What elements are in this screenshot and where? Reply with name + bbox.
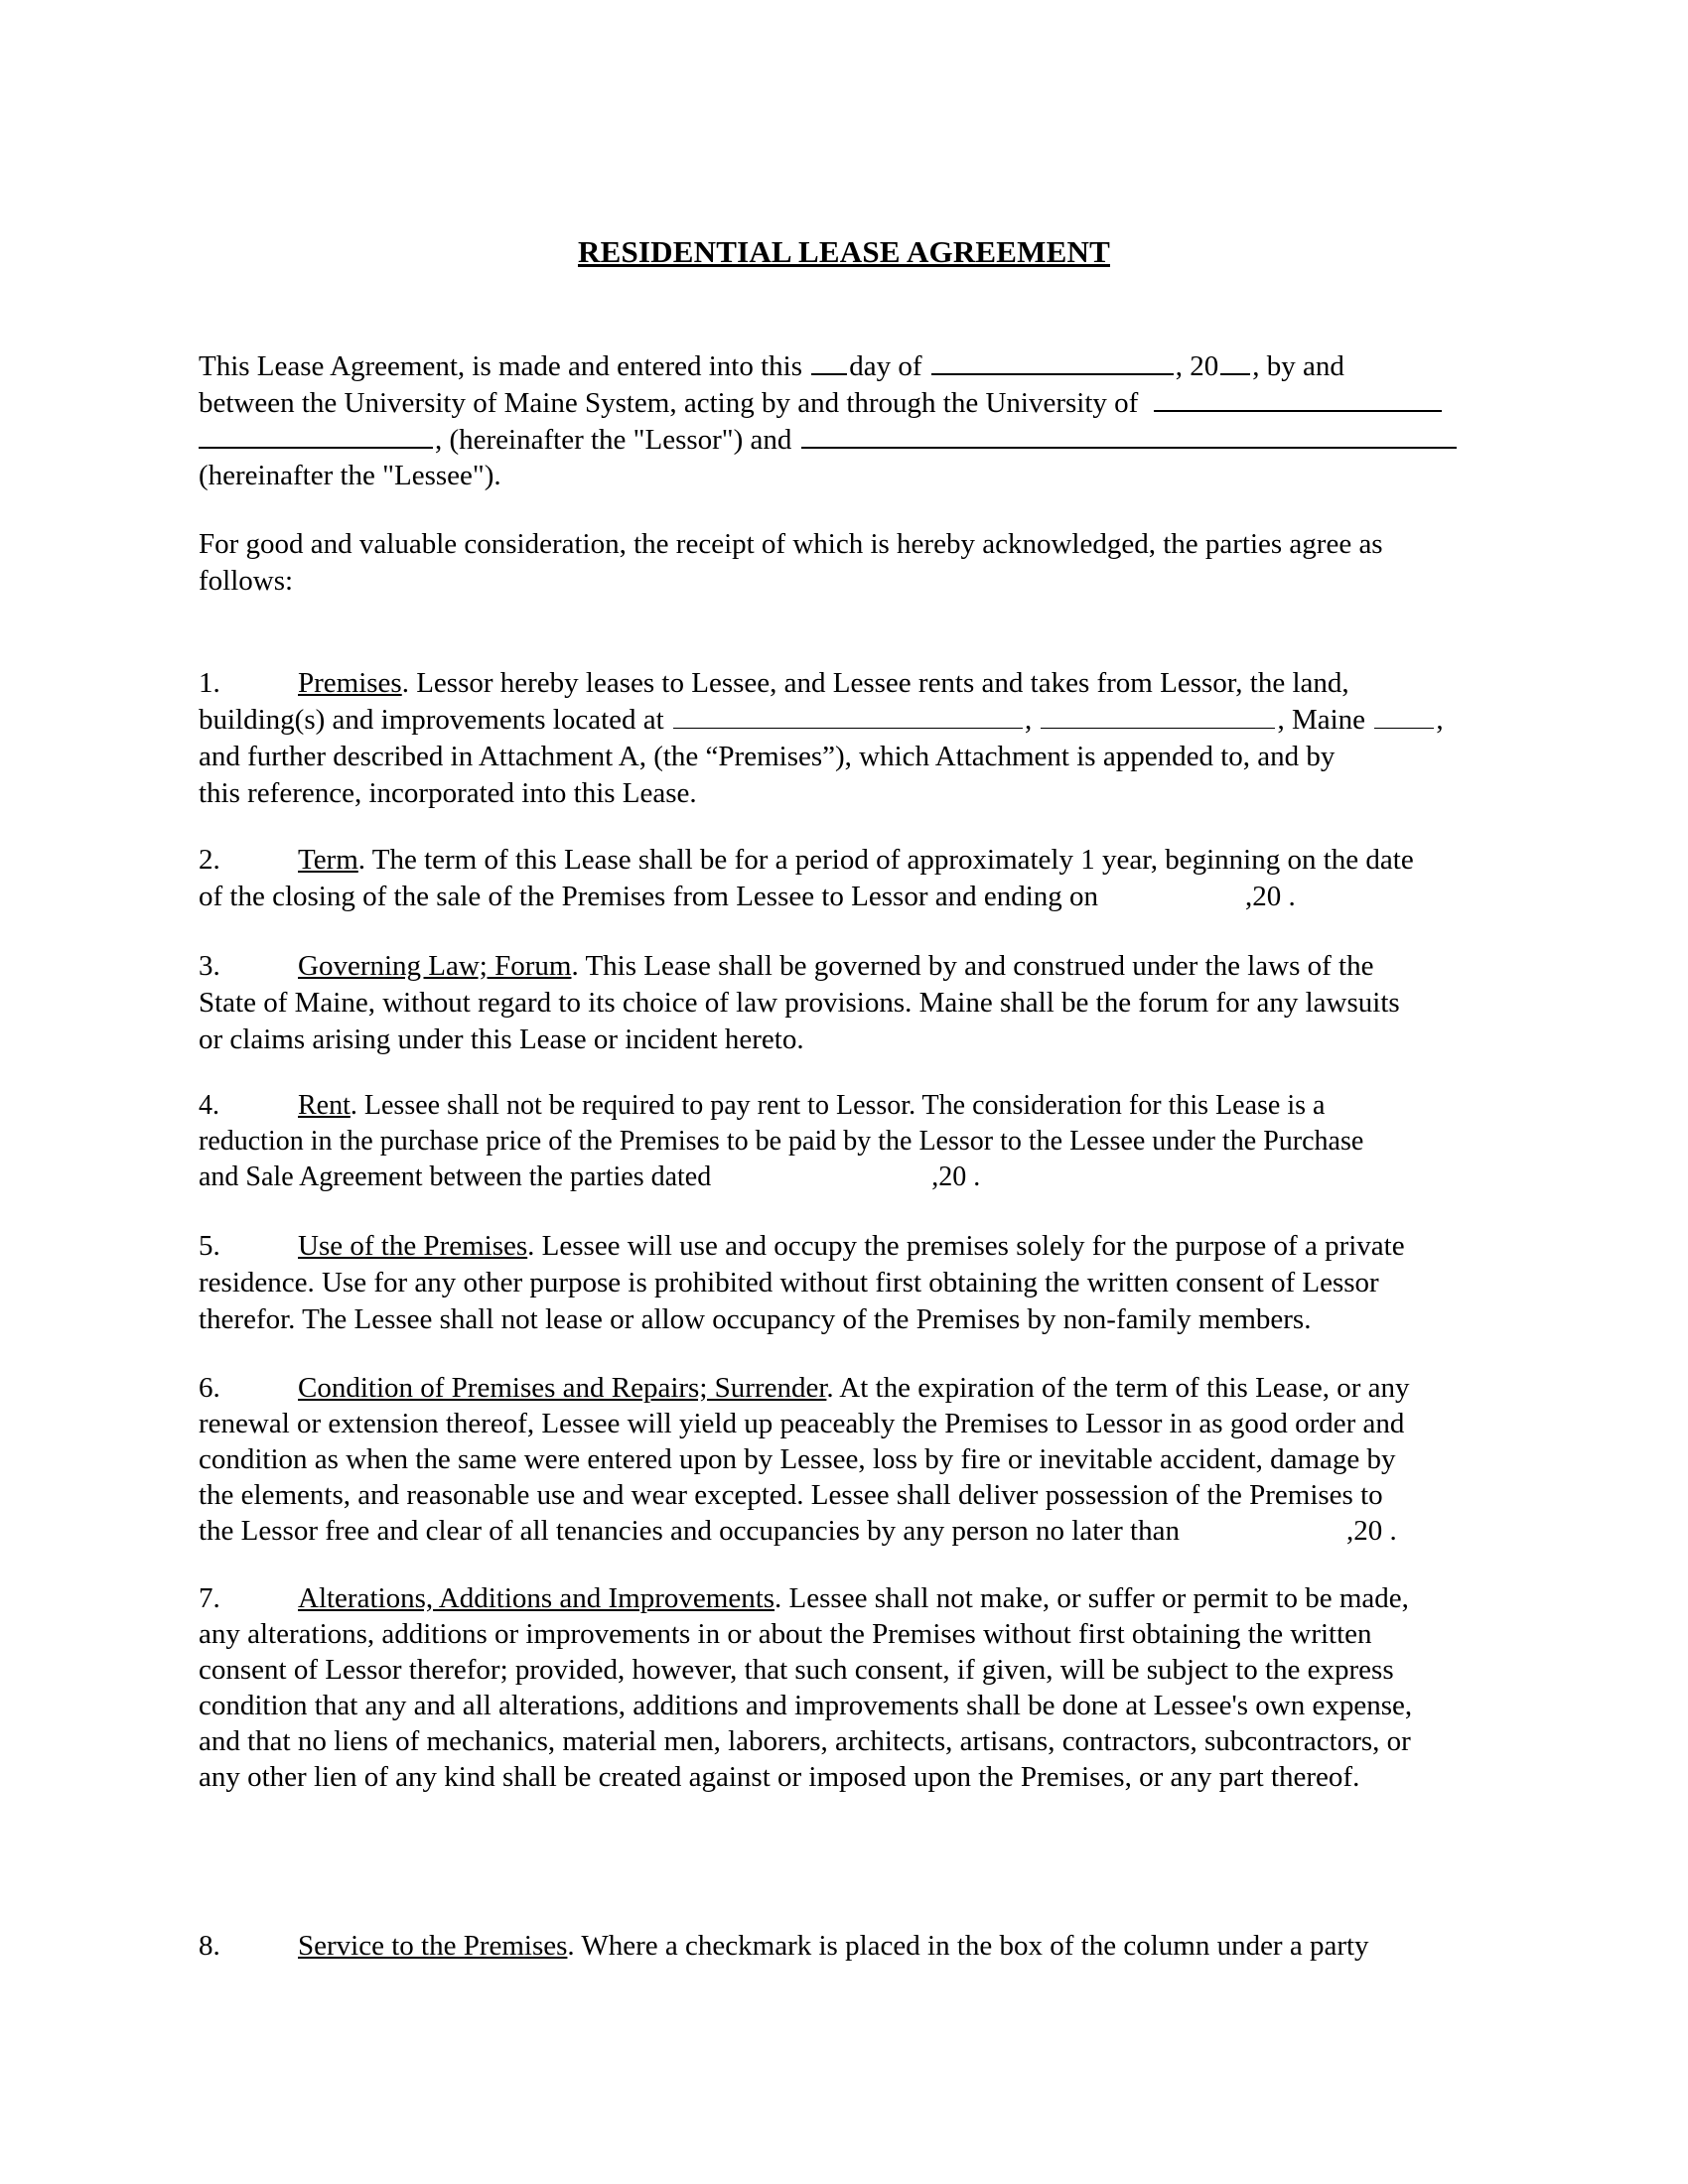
section-text: . Lessee will use and occupy the premises solely for the purpose of a private <box>527 1230 1405 1262</box>
intro-text: between the University of Maine System, acting by and through the University of <box>199 387 1139 419</box>
section-number: 5. <box>199 1230 220 1262</box>
section-heading: Condition of Premises and Repairs; Surrender <box>298 1372 827 1404</box>
section-5-line-2: residence. Use for any other purpose is prohibited without first obtaining the written consent of Lessor <box>199 1267 1379 1298</box>
section-text: . Lessee shall not be required to pay rent to Lessor. The consideration for this Lease is a <box>350 1090 1326 1121</box>
section-number: 8. <box>199 1930 220 1962</box>
lessee-blank[interactable] <box>801 421 1457 449</box>
section-text: ,20 . <box>1345 1515 1397 1547</box>
section-text: . This Lease shall be governed by and construed under the laws of the <box>571 950 1374 982</box>
consideration-line-1: For good and valuable consideration, the receipt of which is hereby acknowledged, the parties agree as <box>199 528 1383 560</box>
section-1-line-1 <box>199 665 1349 701</box>
section-heading: Governing Law; Forum <box>298 950 572 982</box>
section-4-line-1 <box>199 1088 1325 1124</box>
section-6-line-2: renewal or extension thereof, Lessee will yield up peaceably the Premises to Lessor in as good order and <box>199 1408 1405 1439</box>
section-6-line-3: condition as when the same were entered upon by Lessee, loss by fire or inevitable accident, damage by <box>199 1443 1396 1475</box>
intro-line-2 <box>199 384 1444 421</box>
section-heading: Use of the Premises <box>298 1230 528 1262</box>
section-4-line-3 <box>199 1160 980 1195</box>
section-text: the Lessor free and clear of all tenancies and occupancies by any person no later than <box>199 1515 1180 1547</box>
section-number: 7. <box>199 1582 220 1614</box>
section-5-line-3: therefor. The Lessee shall not lease or allow occupancy of the Premises by non-family members. <box>199 1303 1312 1335</box>
section-heading: Service to the Premises <box>298 1930 568 1962</box>
day-blank[interactable] <box>811 347 847 375</box>
section-text: . Lessee shall not make, or suffer or permit to be made, <box>774 1582 1409 1614</box>
section-heading: Premises <box>298 667 402 699</box>
section-text: , <box>1024 704 1033 736</box>
intro-text: day of <box>849 350 922 382</box>
section-7-line-3: consent of Lessor therefor; provided, however, that such consent, if given, will be subject to the express <box>199 1654 1394 1686</box>
intro-text: , 20 <box>1175 350 1219 382</box>
section-1-line-4: this reference, incorporated into this Lease. <box>199 777 697 809</box>
address-blank[interactable] <box>673 702 1023 729</box>
section-text: . The term of this Lease shall be for a period of approximately 1 year, beginning on the date <box>357 844 1414 876</box>
section-7-line-5: and that no liens of mechanics, material men, laborers, architects, artisans, contractors, subcontractors, or <box>199 1725 1411 1757</box>
intro-line-4: (hereinafter the "Lessee"). <box>199 460 501 491</box>
section-heading: Alterations, Additions and Improvements <box>298 1582 775 1614</box>
year-blank[interactable] <box>1220 347 1250 375</box>
city-blank[interactable] <box>1041 702 1275 729</box>
section-3-line-2: State of Maine, without regard to its choice of law provisions. Maine shall be the forum for any lawsuits <box>199 987 1400 1019</box>
intro-text: , (hereinafter the "Lessor") and <box>435 424 792 456</box>
section-text: of the closing of the sale of the Premises from Lessee to Lessor and ending on <box>199 881 1099 912</box>
university-blank-2[interactable] <box>199 421 433 449</box>
section-text: ,20 . <box>1245 881 1296 912</box>
section-7-line-6: any other lien of any kind shall be created against or imposed upon the Premises, or any part thereof. <box>199 1761 1360 1793</box>
consideration-line-2: follows: <box>199 565 294 597</box>
intro-text: This Lease Agreement, is made and entered into this <box>199 350 803 382</box>
intro-text: , by and <box>1252 350 1344 382</box>
section-7-line-1 <box>199 1580 1409 1616</box>
section-1-line-3: and further described in Attachment A, (the “Premises”), which Attachment is appended to, and by <box>199 741 1336 772</box>
month-blank[interactable] <box>931 347 1174 375</box>
section-text: . At the expiration of the term of this Lease, or any <box>826 1372 1410 1404</box>
section-text: , Maine <box>1277 704 1366 736</box>
section-number: 6. <box>199 1372 220 1404</box>
section-text: , <box>1436 704 1444 736</box>
section-4-line-2: reduction in the purchase price of the Premises to be paid by the Lessor to the Lessee under the Purchase <box>199 1126 1364 1157</box>
university-blank[interactable] <box>1154 384 1442 412</box>
section-2-line-2 <box>199 879 1296 914</box>
section-text: building(s) and improvements located at <box>199 704 664 736</box>
section-text: . Lessor hereby leases to Lessee, and Lessee rents and takes from Lessor, the land, <box>401 667 1349 699</box>
section-6-line-4: the elements, and reasonable use and wear excepted. Lessee shall deliver possession of the Premises to <box>199 1479 1383 1511</box>
zip-blank[interactable] <box>1374 702 1434 729</box>
section-heading: Rent <box>298 1090 351 1121</box>
section-number: 1. <box>199 667 220 699</box>
section-7-line-4: condition that any and all alterations, additions and improvements shall be done at Lessee's own expense, <box>199 1690 1413 1721</box>
document-title: RESIDENTIAL LEASE AGREEMENT <box>577 234 1110 269</box>
intro-line-1 <box>199 347 1344 384</box>
section-text: ,20 . <box>931 1161 981 1192</box>
section-6-line-5 <box>199 1513 1397 1549</box>
section-1-line-2 <box>199 702 1444 738</box>
section-3-line-3: or claims arising under this Lease or incident hereto. <box>199 1024 804 1055</box>
section-5-line-1 <box>199 1228 1405 1264</box>
section-number: 2. <box>199 844 220 876</box>
section-6-line-1 <box>199 1370 1410 1406</box>
section-7-line-2: any alterations, additions or improvements in or about the Premises without first obtaining the written <box>199 1618 1372 1650</box>
intro-line-3 <box>199 421 1459 458</box>
section-text: . Where a checkmark is placed in the box of the column under a party <box>567 1930 1369 1962</box>
section-3-line-1 <box>199 948 1373 984</box>
section-text: and Sale Agreement between the parties dated <box>199 1161 712 1192</box>
section-heading: Term <box>298 844 358 876</box>
section-8-line-1 <box>199 1928 1369 1964</box>
section-number: 3. <box>199 950 220 982</box>
section-2-line-1 <box>199 842 1414 878</box>
section-number: 4. <box>199 1090 219 1121</box>
